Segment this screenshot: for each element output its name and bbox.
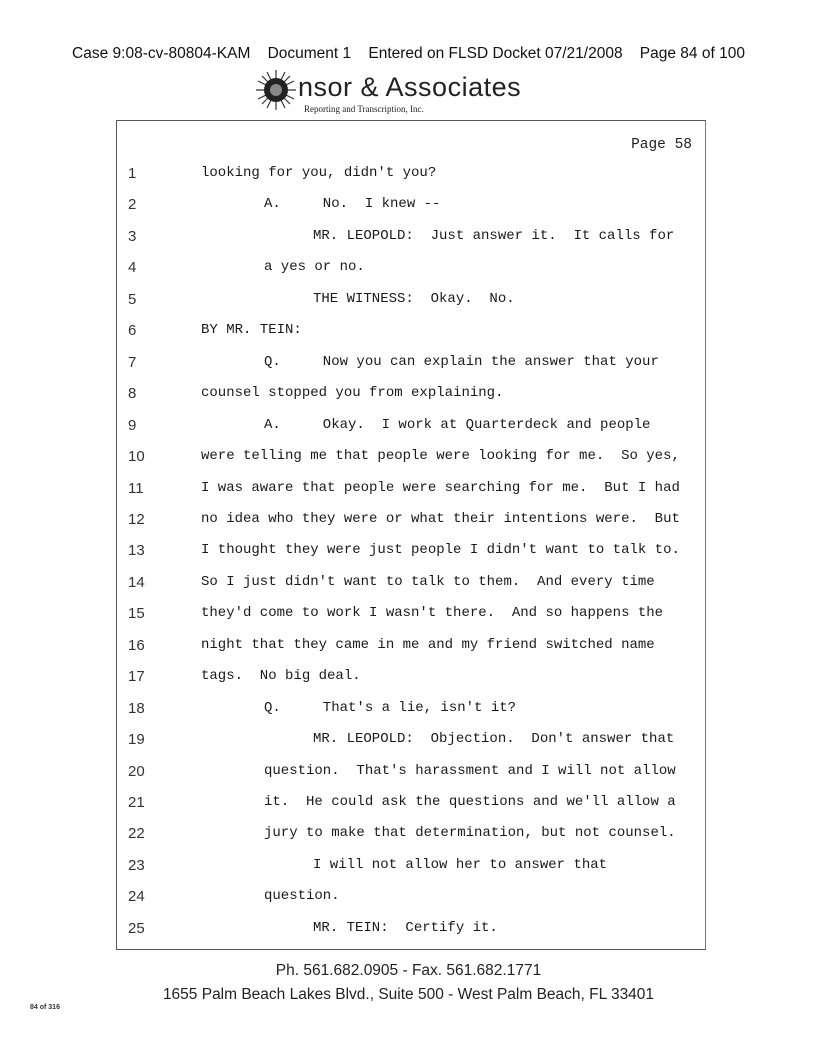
line-text: it. He could ask the questions and we'll allow a <box>264 794 676 810</box>
seal-icon <box>254 68 298 112</box>
transcript-line <box>0 574 700 594</box>
logo-subtitle: Reporting and Transcription, Inc. <box>304 104 424 114</box>
line-text: BY MR. TEIN: <box>201 322 302 339</box>
line-number: 17 <box>128 668 145 686</box>
line-text: jury to make that determination, but not counsel. <box>264 825 676 842</box>
line-number: 8 <box>128 385 137 403</box>
line-text: MR. LEOPOLD: Objection. Don't answer that <box>313 731 675 748</box>
line-number: 2 <box>128 196 137 214</box>
line-number: 23 <box>128 856 145 874</box>
transcript-line <box>0 605 700 625</box>
line-number: 9 <box>128 416 137 434</box>
logo-name: nsor & Associates <box>298 72 522 102</box>
line-text: they'd come to work I wasn't there. And so happens the <box>201 605 664 622</box>
transcript-page-number: Page 58 <box>631 137 692 153</box>
line-number: 18 <box>128 699 145 717</box>
transcript-line <box>0 259 700 279</box>
transcript-line <box>0 385 700 405</box>
transcript-line <box>0 857 700 877</box>
page-stamp: 84 of 316 <box>30 1004 60 1011</box>
transcript-line <box>0 888 700 908</box>
case-header: Case 9:08-cv-80804-KAM Document 1 Entered on FLSD Docket 07/21/2008 Page 84 of 100 <box>72 45 745 62</box>
line-number: 16 <box>128 636 145 654</box>
line-text: tags. No big deal. <box>201 668 361 685</box>
transcript-line <box>0 700 700 720</box>
line-text: MR. LEOPOLD: Just answer it. It calls for <box>313 227 675 244</box>
footer-address: 1655 Palm Beach Lakes Blvd., Suite 500 - West Palm Beach, FL 33401 <box>162 986 655 1003</box>
line-number: 10 <box>128 448 145 466</box>
line-number: 4 <box>128 259 137 277</box>
transcript-line <box>0 228 700 248</box>
line-text: I thought they were just people I didn't want to talk to. <box>201 542 680 559</box>
line-text: counsel stopped you from explaining. <box>201 385 504 402</box>
line-number: 6 <box>128 322 137 340</box>
line-number: 24 <box>128 888 145 906</box>
transcript-line <box>0 920 700 940</box>
transcript-line <box>0 542 700 562</box>
line-text: Q. That's a lie, isn't it? <box>264 699 517 716</box>
line-text: Q. Now you can explain the answer that your <box>264 353 659 370</box>
line-number: 1 <box>128 165 137 182</box>
line-number: 12 <box>128 510 145 528</box>
transcript-line <box>0 637 700 657</box>
line-number: 14 <box>128 573 145 591</box>
transcript-line <box>0 448 700 468</box>
line-number: 5 <box>128 290 137 308</box>
transcript-line <box>0 291 700 311</box>
transcript-line <box>0 354 700 374</box>
transcript-line <box>0 763 700 783</box>
transcript-line <box>0 825 700 845</box>
footer-phone: Ph. 561.682.0905 - Fax. 561.682.1771 <box>275 962 542 979</box>
line-text: THE WITNESS: Okay. No. <box>313 290 515 307</box>
line-number: 22 <box>128 825 145 843</box>
line-number: 21 <box>128 794 145 811</box>
line-text: night that they came in me and my friend switched name <box>201 636 655 653</box>
line-text: A. No. I knew -- <box>264 196 441 213</box>
line-text: looking for you, didn't you? <box>201 165 437 181</box>
line-text: were telling me that people were looking for me. So yes, <box>201 448 680 465</box>
transcript-line <box>0 668 700 688</box>
transcript-line <box>0 322 700 342</box>
transcript-line <box>0 165 700 185</box>
line-text: I was aware that people were searching for me. But I had <box>201 479 680 496</box>
line-number: 13 <box>128 542 145 560</box>
line-number: 7 <box>128 353 137 371</box>
line-number: 11 <box>128 479 144 497</box>
line-number: 20 <box>128 762 145 780</box>
line-number: 19 <box>128 731 145 749</box>
line-text: question. <box>264 888 340 905</box>
transcript-line <box>0 731 700 751</box>
transcript-line <box>0 480 700 500</box>
line-text: MR. TEIN: Certify it. <box>313 919 498 936</box>
transcript-line <box>0 511 700 531</box>
line-text: a yes or no. <box>264 259 365 276</box>
line-text: question. That's harassment and I will not allow <box>264 762 676 779</box>
line-number: 25 <box>128 919 145 937</box>
transcript-line <box>0 417 700 437</box>
line-text: no idea who they were or what their intentions were. But <box>201 510 680 527</box>
line-number: 3 <box>128 227 137 245</box>
line-number: 15 <box>128 605 145 623</box>
line-text: So I just didn't want to talk to them. And every time <box>201 573 655 590</box>
transcript-line <box>0 794 700 814</box>
line-text: A. Okay. I work at Quarterdeck and people <box>264 416 651 433</box>
transcript-line <box>0 196 700 216</box>
company-logo <box>254 66 554 120</box>
line-text: I will not allow her to answer that <box>313 856 608 873</box>
